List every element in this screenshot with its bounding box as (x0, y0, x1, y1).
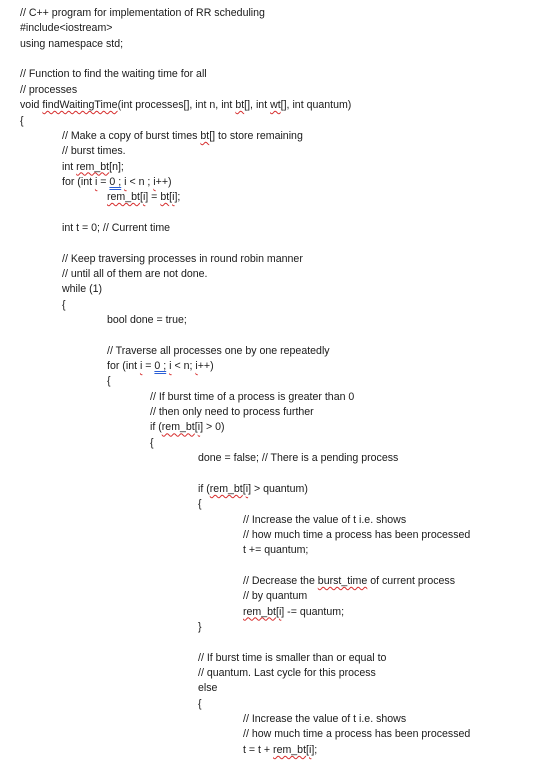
code-line (20, 84, 77, 97)
code-text: } (198, 621, 202, 633)
code-text: t += quantum; (243, 544, 309, 557)
code-text: // If burst time of a process is greater than 0 (150, 390, 355, 403)
spellcheck-flagged-word: rem_bt (161, 421, 195, 434)
code-text: [ (139, 191, 143, 204)
code-line (20, 7, 265, 20)
code-line (243, 728, 470, 741)
spellcheck-flagged-word: rem_bt (273, 743, 307, 756)
code-text: of current process (367, 574, 455, 587)
code-line (243, 575, 455, 588)
code-text: ]; (174, 191, 181, 204)
code-text: [ (194, 421, 198, 434)
code-text: ]; (311, 743, 318, 756)
code-text: // until all of them are not done. (62, 267, 208, 280)
code-text: // Make a copy of burst times (62, 129, 201, 142)
code-text: = (97, 175, 110, 188)
code-line (198, 698, 202, 711)
code-line (62, 130, 303, 143)
code-line (107, 375, 111, 388)
code-text: { (62, 298, 66, 311)
code-text: // Traverse all processes one by one repeatedly (107, 344, 330, 357)
code-text: // If burst time is smaller than or equal to (198, 651, 387, 664)
code-line (107, 345, 330, 358)
code-line (20, 99, 351, 112)
code-line (198, 498, 202, 511)
code-text: < n ; (126, 175, 154, 188)
code-line (20, 115, 24, 128)
code-line (243, 590, 307, 603)
code-line (198, 682, 217, 695)
spellcheck-flagged-word: i (245, 482, 249, 495)
code-line (150, 391, 354, 404)
code-line (198, 652, 386, 665)
code-text: // Keep traversing processes in round robin manner (62, 252, 303, 265)
spellcheck-flagged-word: i (94, 175, 98, 188)
code-text: < n; (171, 360, 196, 373)
code-text: // Function to find the waiting time for all (20, 68, 207, 81)
code-line (198, 452, 398, 465)
code-text: // Decrease the (243, 574, 318, 587)
spellcheck-flagged-word: findWaitingTime (42, 99, 118, 112)
code-text: int t = 0; // Current time (62, 221, 171, 234)
spellcheck-flagged-word: rem_bt (209, 482, 243, 495)
code-line (62, 268, 207, 281)
spellcheck-flagged-word: bt (235, 99, 245, 112)
code-text: { (198, 498, 202, 511)
code-text: ++) (155, 175, 172, 188)
code-text: [ (306, 743, 309, 756)
code-line (62, 283, 102, 296)
code-line (62, 176, 172, 189)
code-line (62, 222, 170, 235)
code-line (20, 38, 123, 51)
code-line (243, 544, 308, 557)
code-text: ++) (197, 360, 214, 373)
code-text: // C++ program for implementation of RR scheduling (20, 7, 265, 19)
code-text: [] to store remaining (209, 129, 303, 142)
code-text: { (198, 697, 202, 710)
spellcheck-flagged-word: bt (200, 129, 210, 142)
code-text: ] > quantum) (248, 482, 308, 495)
code-text: // by quantum (243, 590, 308, 603)
code-line (198, 483, 308, 496)
spellcheck-flagged-word: i (124, 175, 127, 188)
code-text: // then only need to process further (150, 406, 314, 419)
code-line (20, 22, 112, 35)
code-text: // processes (20, 83, 78, 96)
code-line (243, 529, 470, 542)
code-line (107, 191, 180, 204)
code-text: else (198, 682, 218, 695)
code-line (20, 68, 207, 81)
code-text: // burst times. (62, 145, 126, 158)
code-text: [], int quantum) (280, 99, 352, 112)
code-text: // how much time a process has been processed (243, 728, 471, 741)
code-line (150, 406, 314, 419)
code-text: t = t + (243, 743, 274, 756)
code-text: // quantum. Last cycle for this process (198, 667, 376, 679)
spellcheck-flagged-word: i (139, 360, 143, 373)
code-line (62, 145, 126, 158)
spellcheck-flagged-word: i (153, 175, 156, 188)
code-text: [], int (244, 99, 271, 112)
spellcheck-flagged-word: i (195, 360, 198, 373)
code-text: [ (275, 605, 279, 618)
spellcheck-flagged-word: burst_time (317, 574, 368, 587)
code-line (62, 253, 303, 266)
code-text: // how much time a process has been processed (243, 528, 471, 541)
spellcheck-flagged-word: i (308, 743, 312, 756)
code-text: [n]; (109, 160, 124, 173)
code-text: for (int (107, 360, 140, 373)
grammar-flagged-text: 0 ; (109, 175, 122, 188)
code-text: { (20, 114, 24, 127)
code-text: if ( (198, 482, 210, 495)
code-text: // Increase the value of t i.e. shows (243, 513, 407, 526)
code-text: = (142, 360, 155, 373)
code-text: // Increase the value of t i.e. shows (243, 713, 407, 726)
code-text: for (int (62, 175, 95, 188)
code-text: done = false; // There is a pending process (198, 452, 399, 465)
code-text: [ (242, 482, 246, 495)
code-text: (int processes[], int n, int (117, 99, 236, 112)
code-text: bool done = true; (107, 314, 187, 326)
code-text: void (20, 99, 43, 112)
code-line (150, 437, 154, 450)
code-line (198, 667, 376, 680)
code-text: { (150, 436, 154, 449)
code-text: if ( (150, 421, 162, 434)
spellcheck-flagged-word: i (278, 605, 282, 618)
code-text: ] = (145, 191, 161, 204)
code-text: while (1) (62, 283, 103, 296)
code-line (150, 421, 225, 434)
code-text: int (62, 160, 77, 173)
spellcheck-flagged-word: rem_bt (107, 191, 140, 204)
code-text: using namespace std; (20, 37, 124, 50)
code-line (243, 514, 406, 527)
code-text: ] -= quantum; (281, 605, 345, 618)
spellcheck-flagged-word: i (172, 191, 175, 204)
grammar-flagged-text: 0 ; (154, 360, 167, 373)
spellcheck-flagged-word: i (197, 421, 201, 434)
spellcheck-flagged-word: rem_bt (243, 605, 276, 618)
spellcheck-flagged-word: i (169, 360, 172, 373)
code-line (243, 744, 317, 757)
spellcheck-flagged-word: rem_bt (76, 160, 110, 173)
code-line (243, 713, 406, 726)
spellcheck-flagged-word: wt (270, 99, 281, 112)
code-line (243, 606, 344, 619)
code-text: #include<iostream> (20, 22, 113, 35)
code-line (107, 360, 214, 373)
spellcheck-flagged-word: i (142, 191, 146, 204)
code-line (198, 621, 202, 634)
code-text: ] > 0) (200, 421, 225, 434)
code-line (62, 299, 66, 312)
code-text: [ (169, 191, 173, 204)
spellcheck-flagged-word: bt (160, 191, 170, 204)
code-text: { (107, 375, 111, 388)
code-line (107, 314, 187, 327)
code-line (62, 161, 124, 174)
